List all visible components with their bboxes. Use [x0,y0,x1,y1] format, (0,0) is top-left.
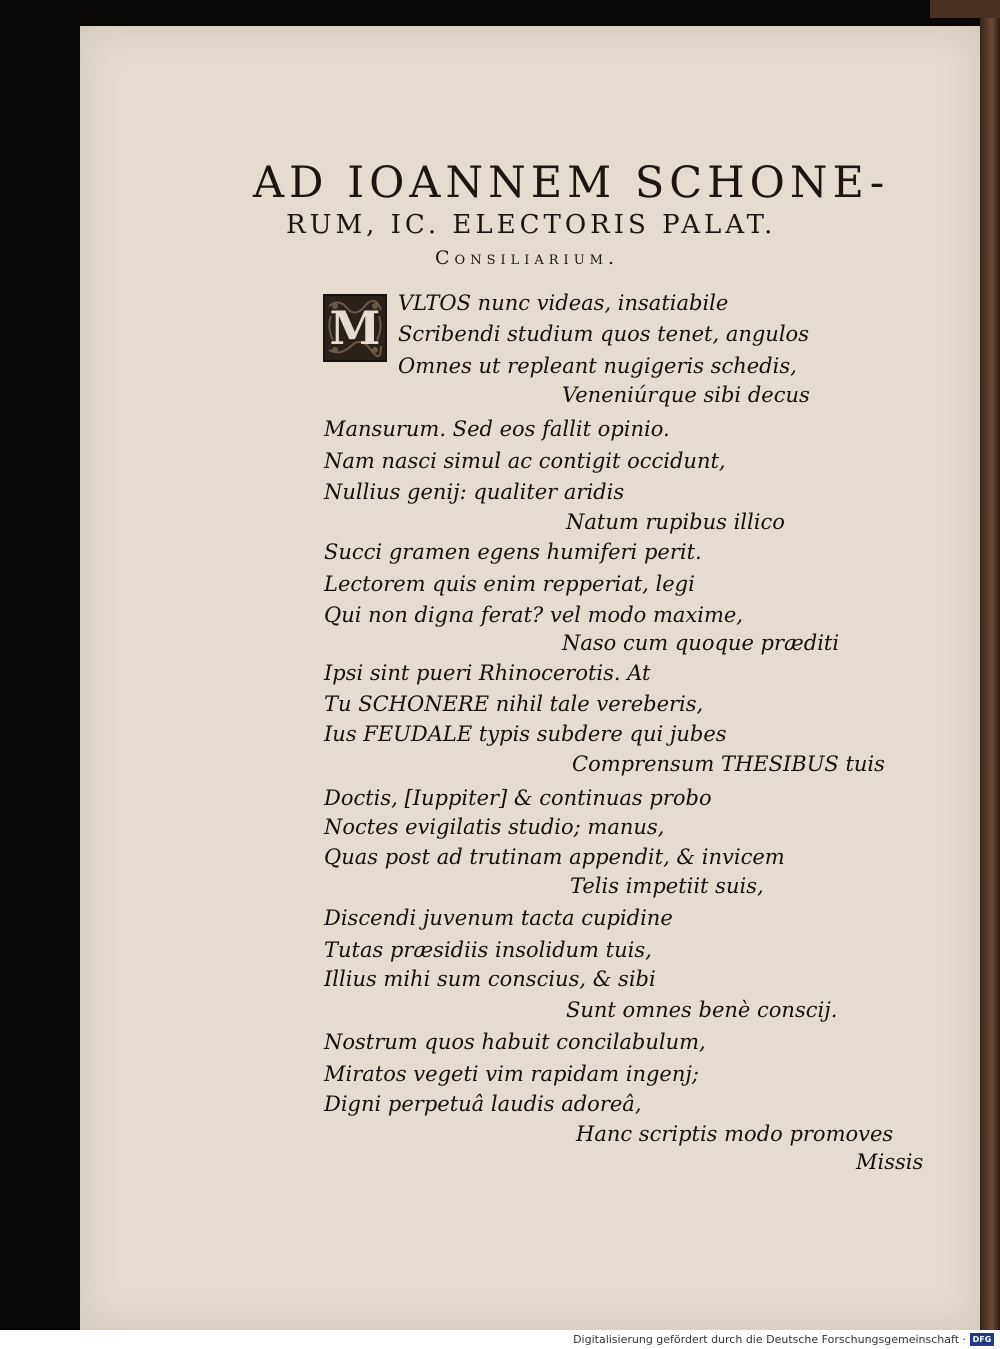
verse-line: Omnes ut repleant nugigeris schedis, [398,354,797,378]
initial-letter: M [329,301,381,355]
verse-line: Telis impetiit suis, [570,874,764,898]
verse-line: Hanc scriptis modo promoves [576,1122,894,1146]
verse-line: Ius FEUDALE typis subdere qui jubes [324,722,727,746]
verse-line: Qui non digna ferat? vel modo maxime, [324,603,743,627]
heading-line-2: RUM, IC. ELECTORIS PALAT. [286,210,777,240]
verse-line: Nullius genij: qualiter aridis [324,480,625,504]
verse-line: Sunt omnes benè conscij. [566,998,838,1022]
verse-line: Veneniúrque sibi decus [562,383,810,407]
verse-line: Mansurum. Sed eos fallit opinio. [324,417,670,441]
verse-line: Scribendi studium quos tenet, angulos [398,322,809,346]
catchword: Missis [856,1150,924,1174]
verse-line: Nostrum quos habuit concilabulum, [324,1030,706,1054]
heading-line-1: AD IOANNEM SCHONE- [253,158,890,208]
verse-line: Doctis, [Iuppiter] & continuas probo [324,786,712,810]
verse-line: Tu SCHONERE nihil tale vereberis, [324,692,704,716]
verse-line: Tutas præsidiis insolidum tuis, [324,938,652,962]
book-page-edge [980,0,1000,1330]
book-page-edge-top [930,0,1000,18]
verse-line: Comprensum THESIBUS tuis [572,752,885,776]
verse-line: Natum rupibus illico [566,510,785,534]
verse-line: VLTOS nunc videas, insatiabile [398,291,729,315]
verse-line: Lectorem quis enim repperiat, legi [324,572,695,596]
verse-line: Noctes evigilatis studio; manus, [324,815,665,839]
verse-line: Ipsi sint pueri Rhinocerotis. At [324,661,651,685]
verse-line: Quas post ad trutinam appendit, & invicem [324,845,785,869]
verse-line: Digni perpetuâ laudis adoreâ, [324,1092,642,1116]
heading-line-3: Consiliarium. [435,247,619,269]
dfg-logo-icon: DFG [970,1333,994,1346]
verse-line: Miratos vegeti vim rapidam ingenj; [324,1062,699,1086]
verse-line: Succi gramen egens humiferi perit. [324,540,702,564]
verse-line: Naso cum quoque præditi [562,631,840,655]
verse-line: Illius mihi sum conscius, & sibi [324,967,656,991]
verse-line: Discendi juvenum tacta cupidine [324,906,673,930]
verse-line: Nam nasci simul ac contigit occidunt, [324,449,726,473]
decorated-initial [323,294,387,362]
funding-notice: Digitalisierung gefördert durch die Deutsche Forschungsgemeinschaft · [573,1333,966,1346]
